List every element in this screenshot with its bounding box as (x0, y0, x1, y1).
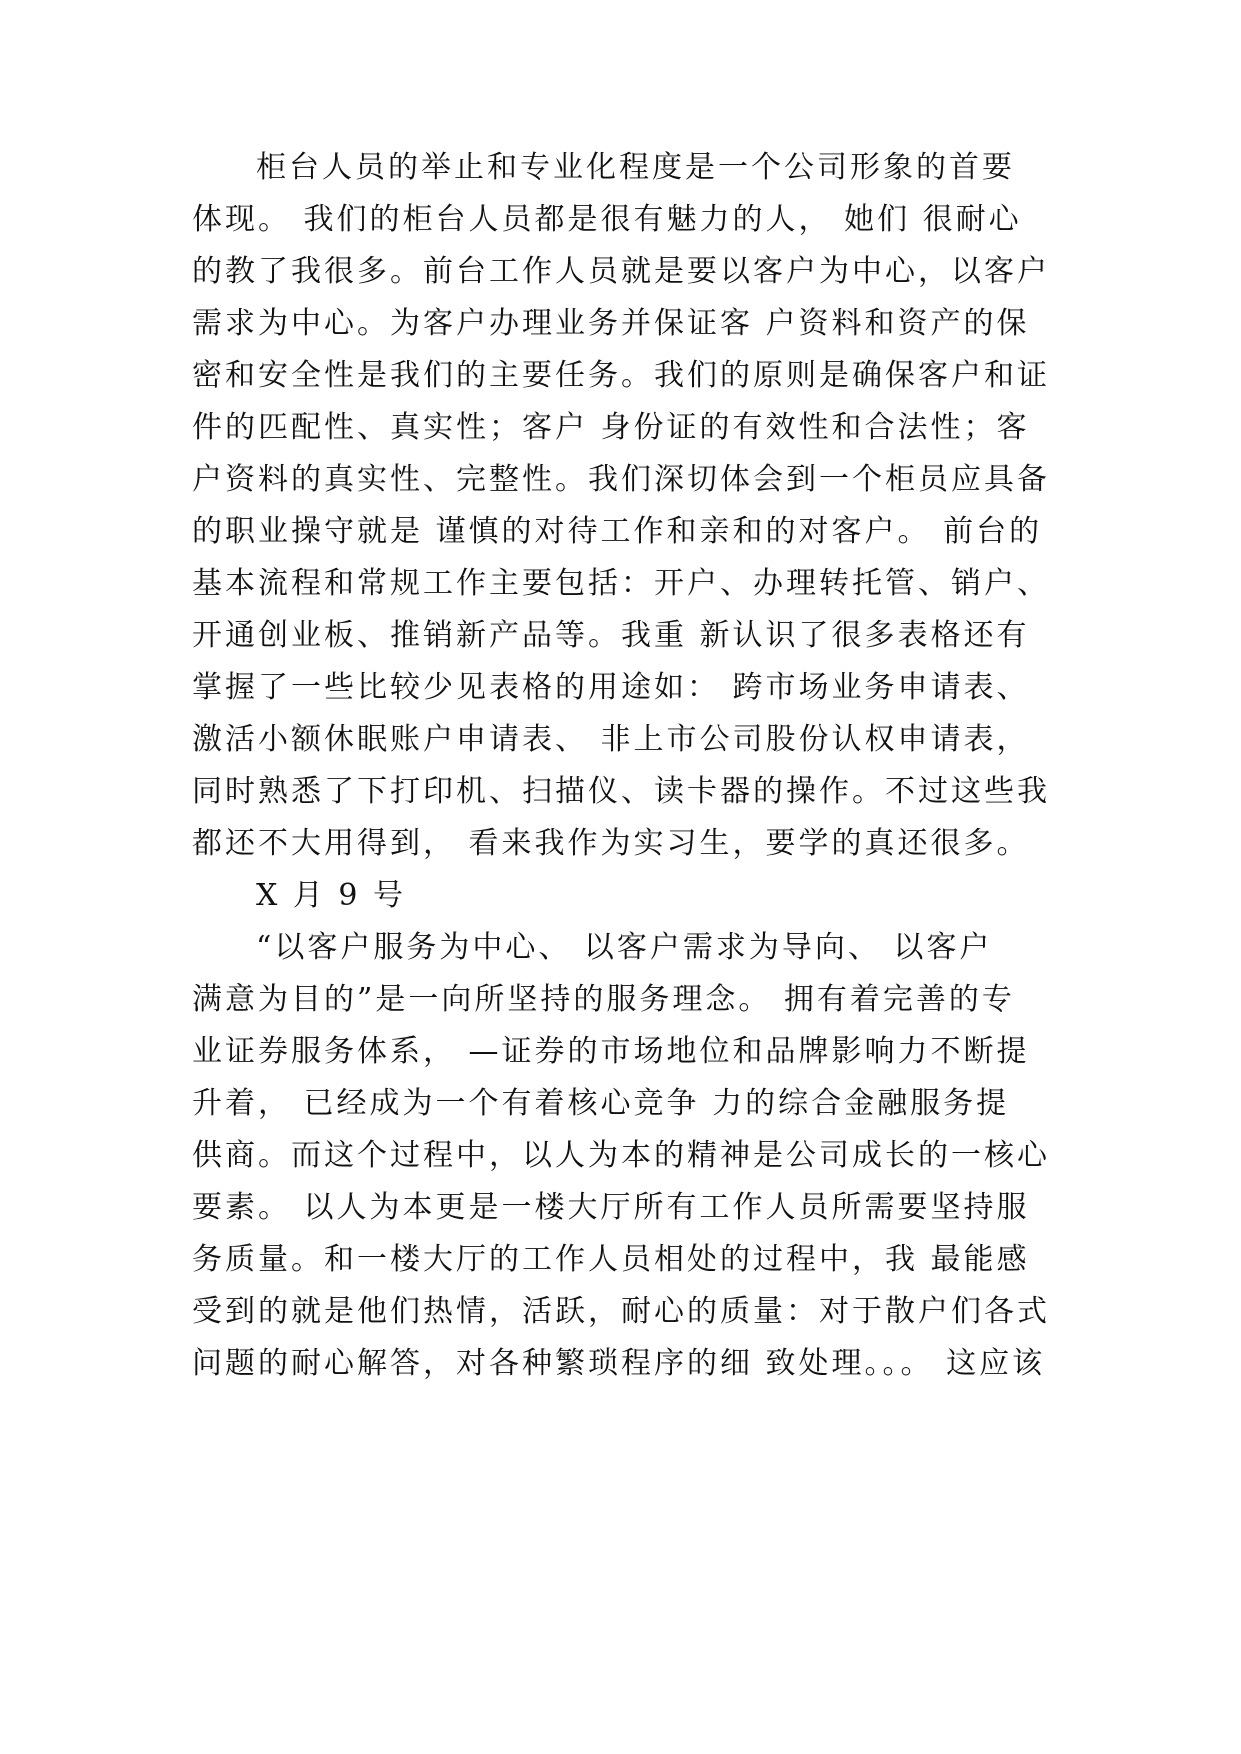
paragraph2-line-1: “以客户服务为中心、 以客户需求为导向、 以客户 (256, 930, 993, 965)
paragraph2-line-2: 满意为目的”是一向所坚持的服务理念。 拥有着完善的专 (192, 982, 1015, 1017)
paragraph1-line-1: 柜台人员的举止和专业化程度是一个公司形象的首要 (256, 150, 1015, 185)
paragraph1-line-9: 基本流程和常规工作主要包括：开户、办理转托管、销户、 (192, 566, 1050, 601)
paragraph1-line-13: 同时熟悉了下打印机、扫描仪、读卡器的操作。不过这些我 (192, 774, 1050, 809)
paragraph2-line-4: 升着， 已经成为一个有着核心竞争 力的综合金融服务提 (192, 1086, 1010, 1121)
paragraph1-line-6: 件的匹配性、真实性；客户 身份证的有效性和合法性；客 (192, 410, 1030, 445)
paragraph1-line-5: 密和安全性是我们的主要任务。我们的原则是确保客户和证 (192, 358, 1050, 393)
paragraph1-line-12: 激活小额休眠账户申请表、 非上市公司股份认权申请表， (192, 722, 1030, 757)
date-heading: X 月 9 号 (256, 878, 407, 913)
paragraph2-line-6: 要素。 以人为本更是一楼大厅所有工作人员所需要坚持服 (192, 1190, 1030, 1225)
paragraph1-line-11: 掌握了一些比较少见表格的用途如： 跨市场业务申请表、 (192, 670, 1030, 705)
paragraph1-line-7: 户资料的真实性、完整性。我们深切体会到一个柜员应具备 (192, 462, 1050, 497)
paragraph2-line-3: 业证券服务体系， —证券的市场地位和品牌影响力不断提 (192, 1034, 1030, 1069)
paragraph2-line-8: 受到的就是他们热情，活跃，耐心的质量：对于散户们各式 (192, 1294, 1050, 1329)
paragraph1-line-10: 开通创业板、推销新产品等。我重 新认识了很多表格还有 (192, 618, 1030, 653)
paragraph1-line-14: 都还不大用得到， 看来我作为实习生，要学的真还很多。 (192, 826, 1030, 861)
paragraph2-line-5: 供商。而这个过程中，以人为本的精神是公司成长的一核心 (192, 1138, 1050, 1173)
paragraph1-line-8: 的职业操守就是 谨慎的对待工作和亲和的对客户。 前台的 (192, 514, 1043, 549)
paragraph2-line-9: 问题的耐心解答，对各种繁琐程序的细 致处理。。。 这应该 (192, 1346, 1046, 1381)
paragraph1-line-4: 需求为中心。为客户办理业务并保证客 户资料和资产的保 (192, 306, 1030, 341)
paragraph1-line-2: 体现。 我们的柜台人员都是很有魅力的人， 她们 很耐心 (192, 202, 1022, 237)
paragraph1-line-3: 的教了我很多。前台工作人员就是要以客户为中心，以客户 (192, 254, 1050, 289)
paragraph2-line-7: 务质量。和一楼大厅的工作人员相处的过程中，我 最能感 (192, 1242, 1030, 1277)
